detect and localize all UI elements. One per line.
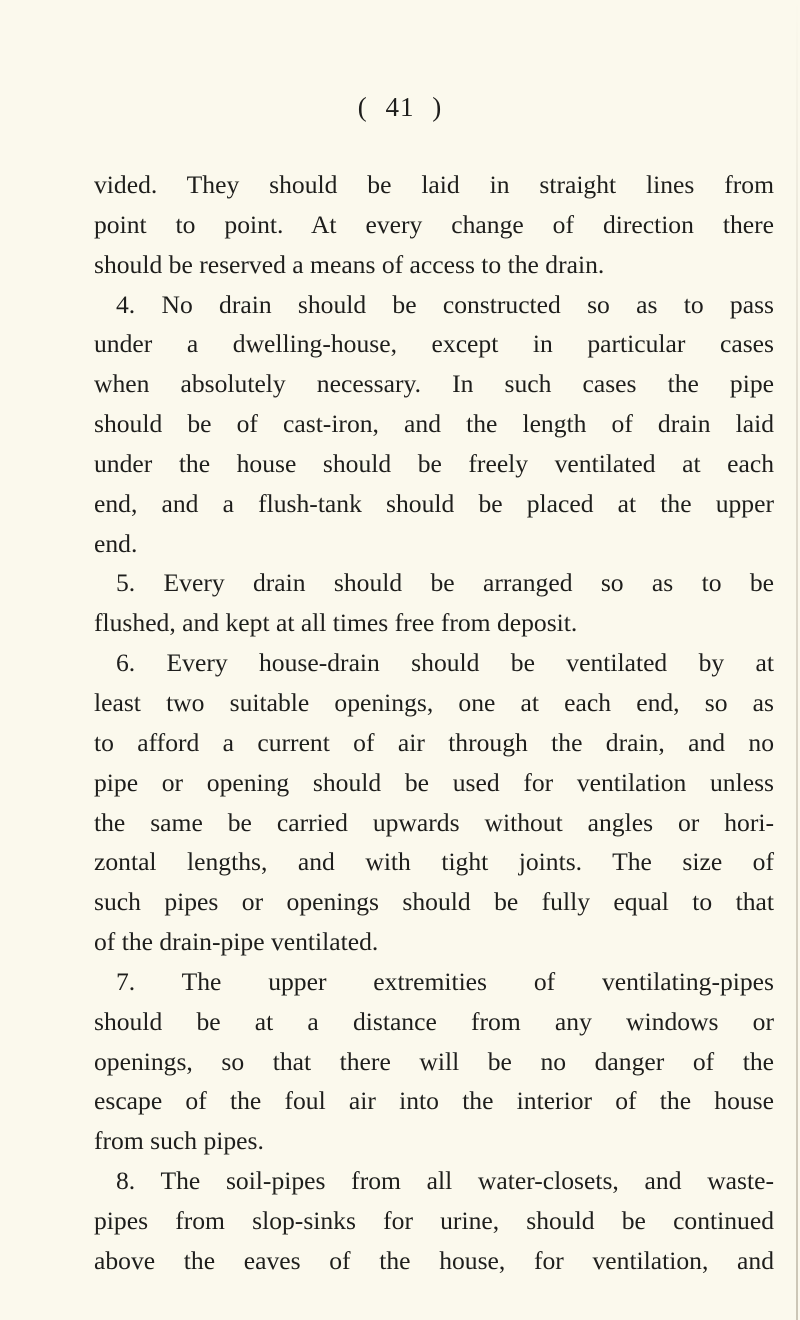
text-line: under the house should be freely ventilated at each <box>94 448 774 478</box>
text-line: end. <box>94 528 138 558</box>
text-line: openings, so that there will be no danger of the <box>94 1046 774 1076</box>
text-line: 6. Every house-drain should be ventilated by at <box>116 648 774 678</box>
text-line: under a dwelling-house, except in particular cases <box>94 329 774 359</box>
text-line: end, and a flush-tank should be placed at the upper <box>94 488 774 518</box>
text-line: should be at a distance from any windows or <box>94 1006 774 1036</box>
text-line: to afford a current of air through the drain, and no <box>94 727 774 757</box>
body-text <box>94 165 774 1281</box>
text-line: pipes from slop-sinks for urine, should be continued <box>94 1205 774 1235</box>
text-line: such pipes or openings should be fully equal to that <box>94 887 774 917</box>
text-line: pipe or opening should be used for ventilation unless <box>94 767 774 797</box>
text-line: of the drain-pipe ventilated. <box>94 927 379 957</box>
text-line: 7. The upper extremities of ventilating-pipes <box>116 966 774 996</box>
page-edge-shadow <box>796 0 798 1320</box>
text-line: the same be carried upwards without angles or hori- <box>94 807 774 837</box>
page-number: ( 41 ) <box>357 92 443 122</box>
text-line: 5. Every drain should be arranged so as to be <box>116 568 774 598</box>
text-line: above the eaves of the house, for ventilation, and <box>94 1245 774 1275</box>
text-line: zontal lengths, and with tight joints. The size of <box>94 847 774 877</box>
text-line: from such pipes. <box>94 1126 264 1156</box>
text-line: escape of the foul air into the interior of the house <box>94 1086 774 1116</box>
text-line: vided. They should be laid in straight lines from <box>94 170 774 199</box>
text-line: 8. The soil-pipes from all water-closets, and waste- <box>116 1166 774 1196</box>
text-line: 4. No drain should be constructed so as to pass <box>116 289 774 319</box>
text-line: flushed, and kept at all times free from deposit. <box>94 608 578 638</box>
text-line: least two suitable openings, one at each end, so as <box>94 687 774 717</box>
text-line: should be of cast-iron, and the length of drain laid <box>94 409 774 439</box>
text-line: should be reserved a means of access to the drain. <box>94 249 605 279</box>
text-line: point to point. At every change of direction there <box>94 209 774 239</box>
text-line: when absolutely necessary. In such cases the pipe <box>94 369 774 399</box>
